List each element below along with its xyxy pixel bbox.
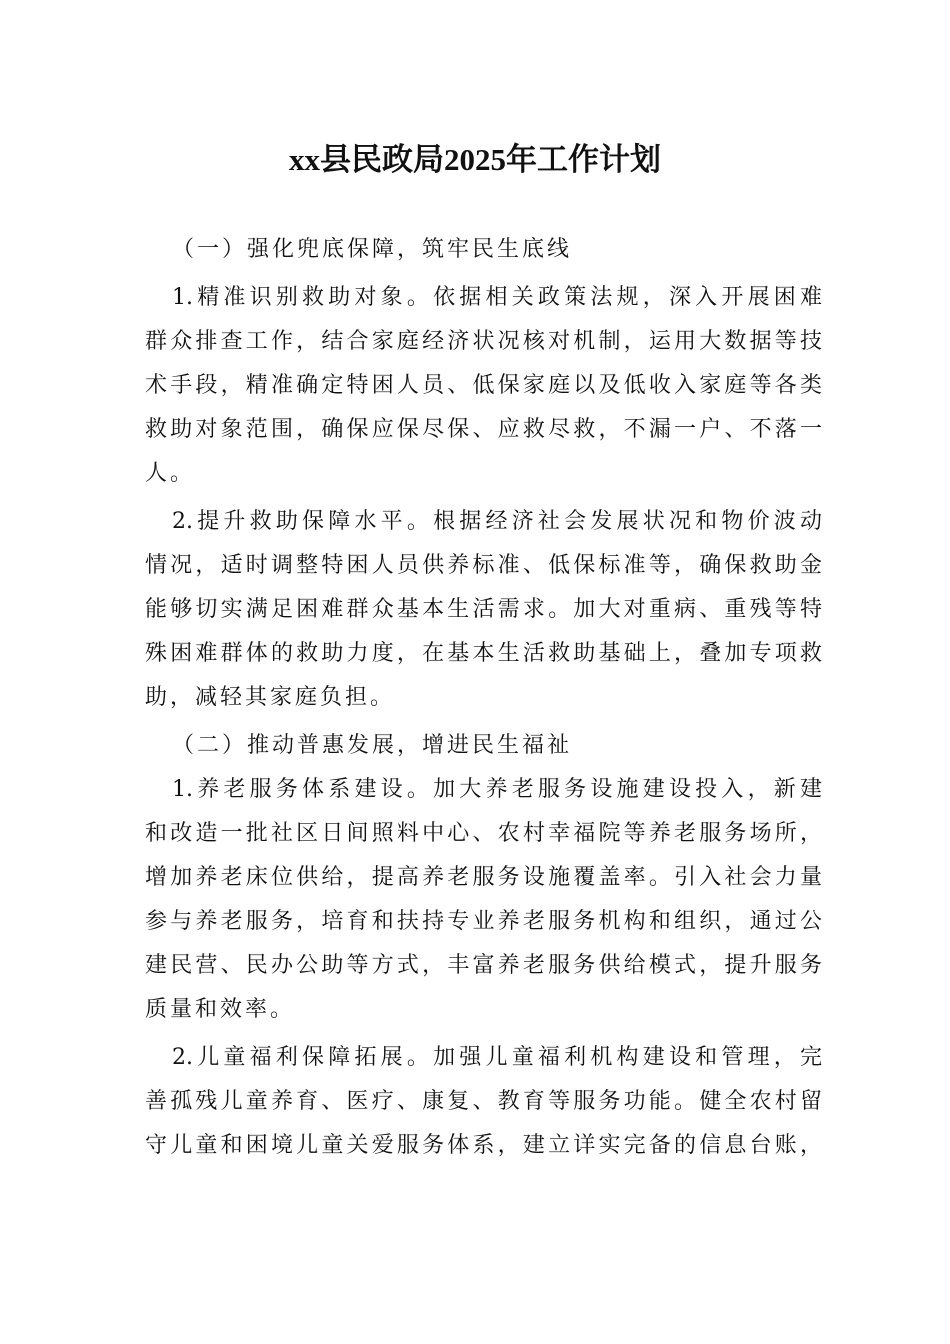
paragraph-line: 善孤残儿童养育、医疗、康复、教育等服务功能。健全农村留 — [145, 1089, 822, 1114]
paragraph-line: 群众排查工作，结合家庭经济状况核对机制，运用大数据等技 — [145, 329, 822, 354]
paragraph — [145, 276, 822, 496]
paragraph — [145, 768, 822, 1032]
paragraph-line: 人。 — [145, 461, 196, 486]
document-title: xx县民政局2025年工作计划 — [289, 142, 661, 177]
paragraph — [145, 1036, 822, 1168]
paragraph — [145, 500, 822, 720]
paragraph-line: 助，减轻其家庭负担。 — [145, 685, 396, 710]
paragraph-line: 增加养老床位供给，提高养老服务设施覆盖率。引入社会力量 — [145, 865, 822, 890]
paragraph-line: 建民营、民办公助等方式，丰富养老服务供给模式，提升服务 — [145, 953, 822, 978]
paragraph-line: 守儿童和困境儿童关爱服务体系，建立详实完备的信息台账， — [145, 1133, 822, 1158]
section-heading-2 — [145, 724, 822, 768]
paragraph-line: 参与养老服务，培育和扶持专业养老服务机构和组织，通过公 — [145, 909, 822, 934]
paragraph-line: 质量和效率。 — [145, 997, 296, 1022]
heading-text: （二）推动普惠发展，增进民生福祉 — [172, 733, 573, 758]
paragraph-line: 1.养老服务体系建设。加大养老服务设施建设投入，新建 — [172, 777, 822, 802]
paragraph-line: 2.提升救助保障水平。根据经济社会发展状况和物价波动 — [172, 509, 822, 534]
paragraph-line: 能够切实满足困难群众基本生活需求。加大对重病、重残等特 — [145, 597, 822, 622]
paragraph-line: 1.精准识别救助对象。依据相关政策法规，深入开展困难 — [172, 285, 822, 310]
section-heading-1 — [145, 228, 822, 272]
paragraph-line: 救助对象范围，确保应保尽保、应救尽救，不漏一户、不落一 — [145, 417, 822, 442]
paragraph-line: 术手段，精准确定特困人员、低保家庭以及低收入家庭等各类 — [145, 373, 822, 398]
heading-text: （一）强化兜底保障，筑牢民生底线 — [172, 237, 573, 262]
paragraph-line: 殊困难群体的救助力度，在基本生活救助基础上，叠加专项救 — [145, 641, 822, 666]
paragraph-line: 和改造一批社区日间照料中心、农村幸福院等养老服务场所， — [145, 821, 822, 846]
paragraph-line: 2.儿童福利保障拓展。加强儿童福利机构建设和管理，完 — [172, 1045, 822, 1070]
paragraph-line: 情况，适时调整特困人员供养标准、低保标准等，确保救助金 — [145, 553, 822, 578]
